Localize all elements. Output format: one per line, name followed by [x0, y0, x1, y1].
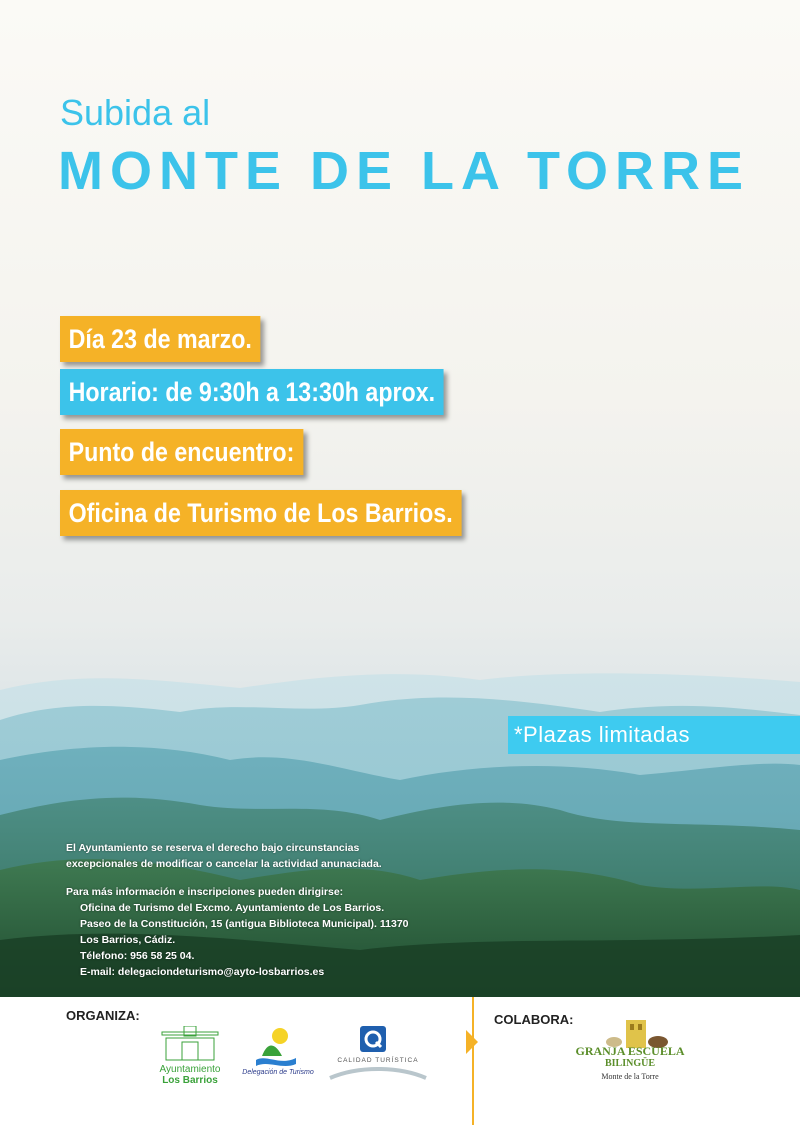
contact-line-3: Los Barrios, Cádiz.: [80, 934, 176, 946]
turismo-name: Delegación de Turismo: [242, 1069, 314, 1076]
limited-places-badge: *Plazas limitadas: [508, 716, 800, 754]
disclaimer-line-2: excepcionales de modificar o cancelar la actividad anunaciada.: [66, 858, 382, 870]
contact-phone: Télefono: 956 58 25 04.: [80, 950, 195, 962]
granja-name-1: GRANJA ESCUELA: [575, 1044, 685, 1058]
calidad-turistica-logo-icon: [328, 1026, 428, 1082]
contact-intro: Para más información e inscripciones pueden dirigirse:: [66, 886, 344, 898]
meeting-place-label: Oficina de Turismo de Los Barrios.: [60, 490, 461, 536]
schedule-label: Horario: de 9:30h a 13:30h aprox.: [60, 369, 444, 415]
ayuntamiento-name-1: Ayuntamiento: [159, 1064, 221, 1075]
footer-divider: [472, 997, 474, 1125]
meeting-point-label: Punto de encuentro:: [60, 429, 303, 475]
divider-arrow-icon: [466, 1030, 478, 1054]
granja-name-3: Monte de la Torre: [601, 1072, 659, 1081]
colabora-label: COLABORA:: [494, 1012, 574, 1027]
contact-line-2: Paseo de la Constitución, 15 (antigua Biblioteca Municipal). 11370: [80, 918, 409, 930]
ayuntamiento-name-2: Los Barrios: [162, 1075, 218, 1086]
ayuntamiento-logo-icon: [160, 1026, 220, 1064]
calidad-turistica-name: CALIDAD TURÍSTICA: [337, 1057, 419, 1064]
contact-email[interactable]: E-mail: delegaciondeturismo@ayto-losbarrios.es: [80, 966, 325, 978]
page-title: MONTE DE LA TORRE: [58, 141, 751, 201]
granja-name-2: BILINGÜE: [604, 1058, 655, 1069]
organiza-label: ORGANIZA:: [66, 1008, 140, 1023]
contact-line-1: Oficina de Turismo del Excmo. Ayuntamiento de Los Barrios.: [80, 902, 385, 914]
subtitle: Subida al: [60, 92, 211, 133]
turismo-logo-icon: [256, 1026, 296, 1068]
date-label: Día 23 de marzo.: [60, 316, 260, 362]
disclaimer-line-1: El Ayuntamiento se reserva el derecho bajo circunstancias: [66, 842, 360, 854]
